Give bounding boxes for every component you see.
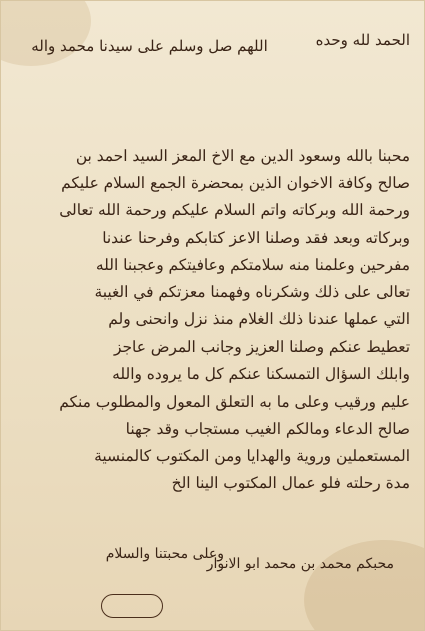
invocation-line: اللهم صل وسلم على سيدنا محمد واله	[31, 37, 268, 55]
letter-line: وبركاته وبعد فقد وصلنا الاعز كتابكم وفرحنا عندنا	[102, 229, 410, 247]
closing-greeting: وعلى محبتنا والسلام	[105, 546, 224, 562]
letter-line: صالح وكافة الاخوان الذين بمحضرة الجمع السلام عليكم	[61, 174, 410, 192]
seal-mark	[101, 594, 163, 618]
letter-line: مفرحين وعلمنا منه سلامتكم وعافيتكم وعجبنا الله	[95, 256, 410, 274]
letter-line: المستعملين وروية والهدايا ومن المكتوب كالمنسية	[94, 447, 410, 465]
letter-line: التي عملها عندنا ذلك الغلام منذ نزل وانحنى ولم	[108, 310, 410, 328]
paper-stain	[0, 0, 91, 66]
letter-line: تعطيط عنكم وصلنا العزيز وجانب المرض عاجز	[114, 338, 410, 356]
letter-line: ورحمة الله وبركاته واتم السلام عليكم ورحمة الله تعالى	[59, 201, 410, 219]
letter-line: وابلك السؤال التمسكنا عنكم كل ما يروده والله	[112, 365, 410, 383]
letter-line: عليم ورقيب وعلى ما به التعلق المعول والمطلوب منكم	[59, 393, 410, 411]
letter-line: تعالى على ذلك وشكرناه وفهمنا معزتكم في الغيبة	[94, 283, 410, 301]
letter-line: مدة رحلته فلو عمال المكتوب الينا الخ	[171, 474, 410, 492]
paper-stain	[304, 540, 425, 631]
signature: محبكم محمد بن محمد ابو الانوار	[206, 556, 394, 572]
letter-line: محبنا بالله وسعود الدين مع الاخ المعز السيد احمد بن	[75, 147, 410, 165]
praise-line: الحمد لله وحده	[315, 31, 410, 49]
letter-line: صالح الدعاء ومالكم الغيب مستجاب وقد جهنا	[125, 420, 410, 438]
